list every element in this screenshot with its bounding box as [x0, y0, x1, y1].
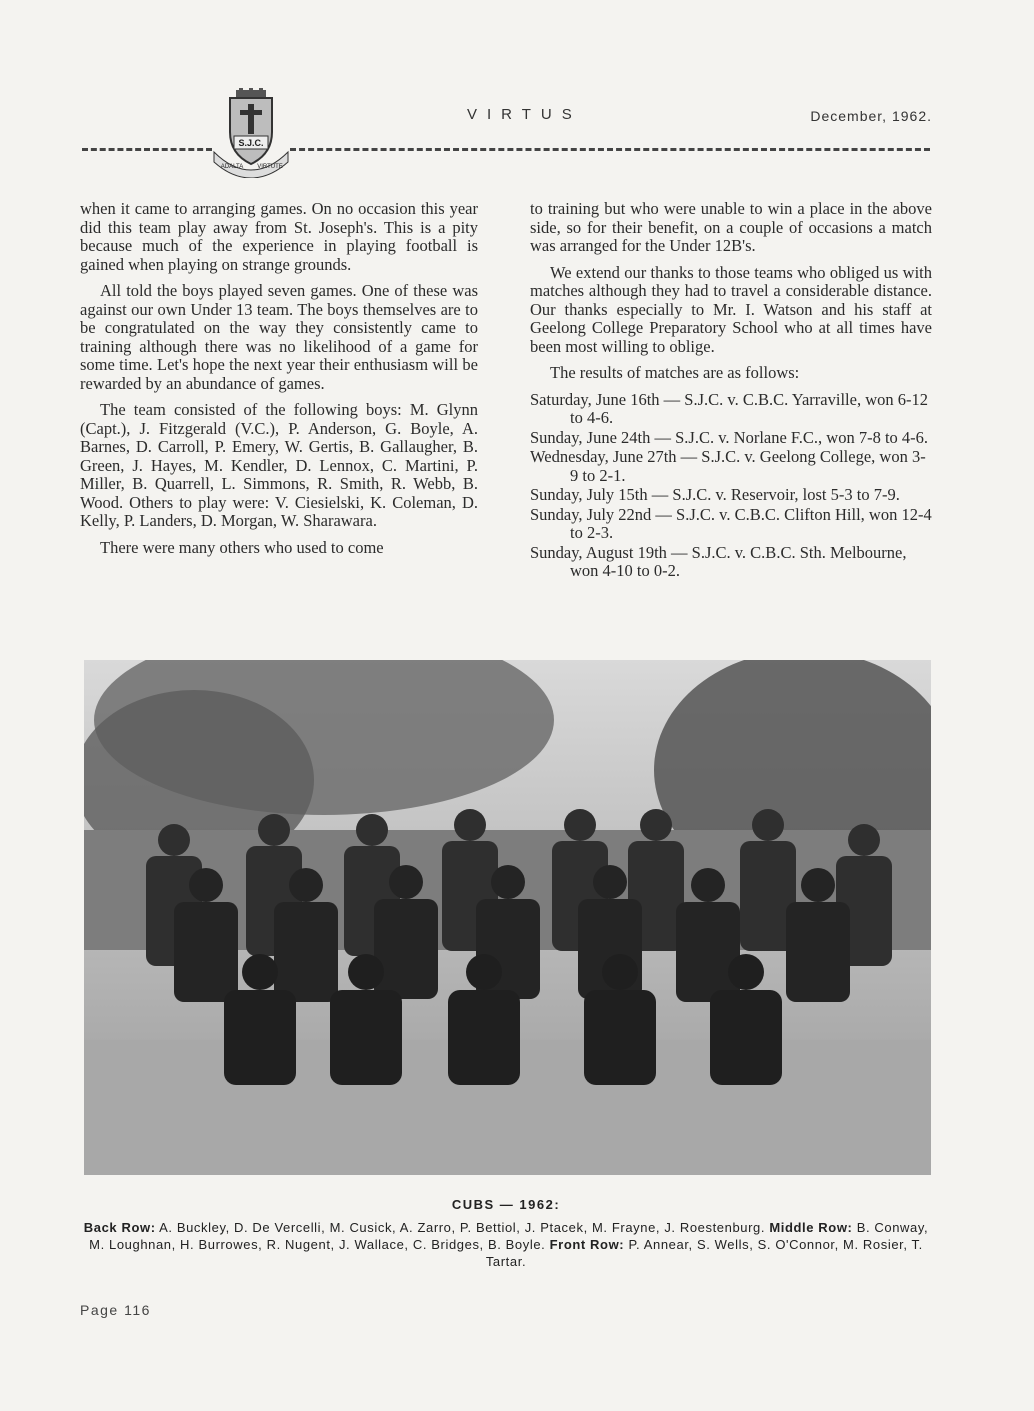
- crest-motto-left: ADALTA: [220, 164, 244, 170]
- left-column: [80, 200, 478, 565]
- page-header: [82, 88, 932, 178]
- magazine-title: VIRTUS: [467, 106, 582, 123]
- list-item: Sunday, August 19th — S.J.C. v. C.B.C. Sth. Melbourne, won 4-10 to 0-2.: [530, 542, 907, 580]
- list-item: Sunday, June 24th — S.J.C. v. Norlane F.C., won 7-8 to 4-6.: [530, 427, 929, 447]
- right-column: [530, 200, 932, 582]
- list-item: Wednesday, June 27th — S.J.C. v. Geelong College, won 3-9 to 2-1.: [530, 447, 926, 485]
- caption-title: CUBS — 1962:: [451, 1197, 561, 1212]
- issue-date: December, 1962.: [810, 108, 932, 124]
- list-item: Sunday, July 22nd — S.J.C. v. C.B.C. Clifton Hill, won 12-4 to 2-3.: [530, 504, 932, 542]
- caption-names: [80, 1219, 932, 1270]
- paragraph: We extend our thanks to those teams who obliged us with matches although they had to travel a considerable distance. Our thanks especially to Mr. I. Watson and his staff at Geelong College Preparatory School who at all times have been most willing to oblige.: [530, 262, 932, 356]
- front-row-names: P. Annear, S. Wells, S. O'Connor, M. Rosier, T. Tartar.: [485, 1237, 923, 1269]
- paragraph: The results of matches are as follows:: [550, 363, 800, 382]
- paragraph: There were many others who used to come: [100, 537, 384, 557]
- list-item: Sunday, July 15th — S.J.C. v. Reservoir, lost 5-3 to 7-9.: [530, 485, 900, 504]
- team-photo: [84, 660, 931, 1175]
- header-rule-right: [290, 148, 930, 151]
- middle-row-names: B. Conway, M. Loughnan, H. Burrowes, R. Nugent, J. Wallace, C. Bridges, B. Boyle.: [89, 1220, 929, 1252]
- crest-motto-right: VIRTUTE: [257, 164, 283, 170]
- photo-caption: [80, 1196, 932, 1270]
- list-item: Saturday, June 16th — S.J.C. v. C.B.C. Yarraville, won 6-12 to 4-6.: [530, 389, 928, 427]
- school-crest: [212, 88, 290, 178]
- back-row-names: A. Buckley, D. De Vercelli, M. Cusick, A. Zarro, P. Bettiol, J. Ptacek, M. Frayne, J. Roestenburg.: [159, 1220, 766, 1235]
- middle-row-label: Middle Row:: [769, 1220, 853, 1235]
- back-row-label: Back Row:: [83, 1220, 156, 1235]
- paragraph: when it came to arranging games. On no occasion this year did this team play away from St. Joseph's. This is a pity because much of the experience in playing football is gained when playing on strange grounds.: [80, 199, 478, 274]
- match-results-list: [530, 391, 932, 581]
- paragraph: All told the boys played seven games. One of these was against our own Under 13 team. The boys themselves are to be congratulated on the way they consistently came to training although there was no likelihood of a game for some time. Let's hope the next year their enthusiasm will be rewarded by an abundance of games.: [80, 281, 478, 393]
- header-rule-left: [82, 148, 212, 151]
- front-row-label: Front Row:: [549, 1237, 625, 1252]
- paragraph: to training but who were unable to win a place in the above side, so for their benefit, on a couple of occasions a match was arranged for the Under 12B's.: [530, 199, 932, 255]
- page-number: Page 116: [80, 1302, 151, 1318]
- crest-initials: S.J.C.: [238, 138, 264, 148]
- paragraph: The team consisted of the following boys: M. Glynn (Capt.), J. Fitzgerald (V.C.), P. Anderson, G. Boyle, A. Barnes, D. Carroll, P. Emery, W. Gertis, B. Gallaugher, B. Green, J. Hayes, M. Kendler, D. Lennox, C. Martini, P. Miller, B. Quarrell, L. Simmons, R. Smith, R. Webb, B. Wood. Others to play were: V. Ciesielski, K. Coleman, D. Kelly, P. Landers, D. Morgan, W. Sharawara.: [80, 400, 478, 530]
